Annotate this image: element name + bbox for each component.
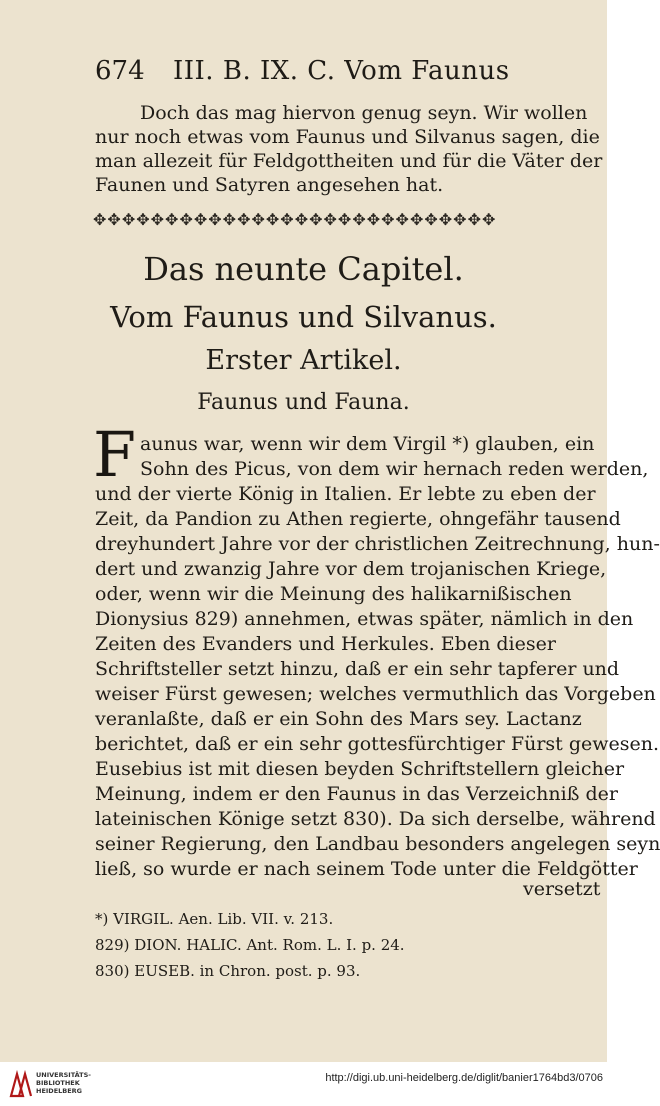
body-line: veranlaßte, daß er ein Sohn des Mars sey. Lactanz <box>95 708 582 730</box>
viewer-footer <box>0 1062 607 1106</box>
running-title: III. B. IX. C. Vom Faunus <box>173 56 510 86</box>
body-line: oder, wenn wir die Meinung des halikarnißischen <box>95 583 572 605</box>
body-line: berichtet, daß er ein sehr gottesfürchtiger Fürst gewesen. <box>95 733 660 755</box>
body-line: Zeiten des Evanders und Herkules. Eben dieser <box>95 633 556 655</box>
library-logo-icon <box>8 1070 34 1098</box>
library-name-line: UNIVERSITÄTS- <box>36 1071 91 1079</box>
body-line: ließ, so wurde er nach seinem Tode unter die Feldgötter <box>95 858 638 880</box>
running-header <box>95 56 515 96</box>
footnote: 829) DION. HALIC. Ant. Rom. L. I. p. 24. <box>95 936 405 954</box>
body-line: und der vierte König in Italien. Er lebte zu eben der <box>95 483 596 505</box>
body-line: dreyhundert Jahre vor der christlichen Zeitrechnung, hun- <box>95 533 660 555</box>
chapter-title: Das neunte Capitel. <box>143 250 464 288</box>
body-line: Meinung, indem er den Faunus in das Verzeichniß der <box>95 783 618 805</box>
chapter-subtitle: Vom Faunus und Silvanus. <box>110 300 497 334</box>
intro-line: man allezeit für Feldgottheiten und für die Väter der <box>95 150 603 172</box>
body-line: dert und zwanzig Jahre vor dem trojanischen Kriege, <box>95 558 607 580</box>
section-heading: Faunus und Fauna. <box>197 390 410 415</box>
footnote: 830) EUSEB. in Chron. post. p. 93. <box>95 962 361 980</box>
body-line: Schriftsteller setzt hinzu, daß er ein sehr tapferer und <box>95 658 620 680</box>
footnote: *) VIRGIL. Aen. Lib. VII. v. 213. <box>95 910 334 928</box>
source-url[interactable]: http://digi.ub.uni-heidelberg.de/diglit/banier1764bd3/0706 <box>325 1072 603 1084</box>
body-line: weiser Fürst gewesen; welches vermuthlich das Vorgeben <box>95 683 656 705</box>
drop-cap: F <box>93 418 137 491</box>
body-line: Dionysius 829) annehmen, etwas später, nämlich in den <box>95 608 634 630</box>
article-heading: Erster Artikel. <box>205 345 402 376</box>
body-line: lateinischen Könige setzt 830). Da sich derselbe, während <box>95 808 656 830</box>
body-line: seiner Regierung, den Landbau besonders angelegen seyn <box>95 833 660 855</box>
intro-line: nur noch etwas vom Faunus und Silvanus sagen, die <box>95 126 600 148</box>
body-line: Zeit, da Pandion zu Athen regierte, ohngefähr tausend <box>95 508 621 530</box>
ornament-divider: ✥✥✥✥✥✥✥✥✥✥✥✥✥✥✥✥✥✥✥✥✥✥✥✥✥✥✥✥ <box>93 210 497 229</box>
catchword: versetzt <box>523 878 601 900</box>
library-name-line: BIBLIOTHEK <box>36 1079 80 1087</box>
page-number: 674 <box>95 56 145 86</box>
body-line: Sohn des Picus, von dem wir hernach reden werden, <box>140 458 649 480</box>
body-line: aunus war, wenn wir dem Virgil *) glauben, ein <box>140 433 595 455</box>
body-line: Eusebius ist mit diesen beyden Schriftstellern gleicher <box>95 758 625 780</box>
intro-line: Doch das mag hiervon genug seyn. Wir wollen <box>140 102 588 124</box>
library-name <box>36 1071 91 1095</box>
library-name-line: HEIDELBERG <box>36 1087 83 1095</box>
intro-line: Faunen und Satyren angesehen hat. <box>95 174 444 196</box>
